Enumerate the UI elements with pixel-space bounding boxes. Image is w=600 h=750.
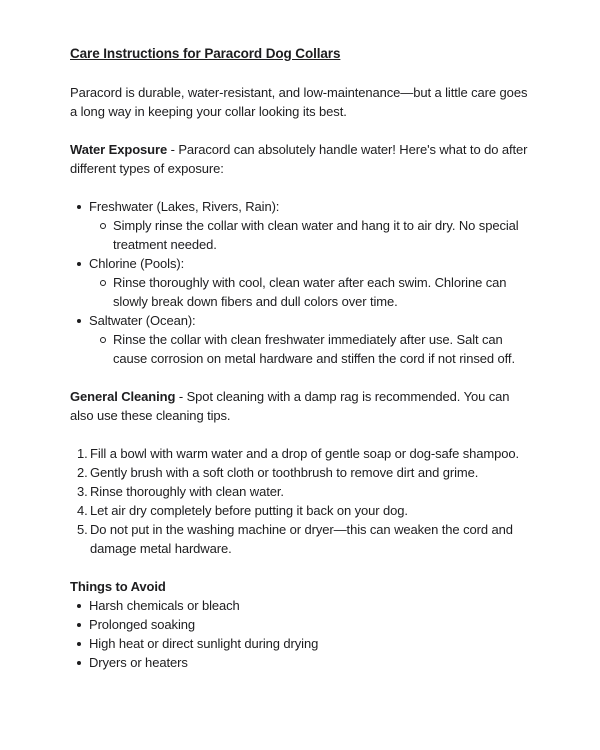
general-cleaning-paragraph: [70, 387, 530, 425]
list-item-chlorine: [70, 254, 530, 311]
cleaning-step: Fill a bowl with warm water and a drop of gentle soap or dog-safe shampoo.: [90, 446, 520, 461]
avoid-item: Harsh chemicals or bleach: [70, 596, 530, 615]
cleaning-step: Do not put in the washing machine or dryer—this can weaken the cord and damage metal hardware.: [90, 522, 513, 556]
general-cleaning-heading: General Cleaning: [70, 389, 176, 404]
list-item-saltwater: [70, 311, 530, 368]
cleaning-step: Let air dry completely before putting it back on your dog.: [90, 503, 408, 518]
avoid-item: Prolonged soaking: [70, 615, 530, 634]
list-subitem-text: Rinse thoroughly with cool, clean water after each swim. Chlorine can slowly break down fibers and dull colors over time.: [113, 275, 507, 309]
list-item-freshwater: [70, 197, 530, 254]
document-title: Care Instructions for Paracord Dog Collars: [70, 46, 341, 61]
water-exposure-text: - Paracord can absolutely handle water! Here's what to do after different types of exposure:: [70, 142, 528, 176]
list-subitem: [89, 330, 530, 368]
water-exposure-list: [70, 197, 530, 368]
things-to-avoid-heading: Things to Avoid: [70, 579, 166, 594]
avoid-item: High heat or direct sunlight during drying: [70, 634, 530, 653]
cleaning-steps-list: [70, 444, 530, 558]
cleaning-step: Gently brush with a soft cloth or toothbrush to remove dirt and grime.: [90, 465, 479, 480]
list-subitem-text: Simply rinse the collar with clean water and hang it to air dry. No special treatment needed.: [113, 218, 519, 252]
intro-paragraph: Paracord is durable, water-resistant, and low-maintenance—but a little care goes a long way in keeping your collar looking its best.: [70, 85, 528, 119]
list-subitem-text: Rinse the collar with clean freshwater immediately after use. Salt can cause corrosion on metal hardware and stiffen the cord if not rinsed off.: [113, 332, 515, 366]
list-subitem: [89, 216, 530, 254]
water-exposure-paragraph: [70, 140, 530, 178]
list-item-label: Freshwater (Lakes, Rivers, Rain):: [89, 199, 280, 214]
general-cleaning-text: - Spot cleaning with a damp rag is recommended. You can also use these cleaning tips.: [70, 389, 510, 423]
list-item-label: Chlorine (Pools):: [89, 256, 185, 271]
cleaning-step: Rinse thoroughly with clean water.: [90, 484, 284, 499]
list-item-label: Saltwater (Ocean):: [89, 313, 196, 328]
avoid-item: Dryers or heaters: [70, 653, 530, 672]
list-subitem: [89, 273, 530, 311]
water-exposure-heading: Water Exposure: [70, 142, 168, 157]
things-to-avoid-list: [70, 596, 530, 672]
